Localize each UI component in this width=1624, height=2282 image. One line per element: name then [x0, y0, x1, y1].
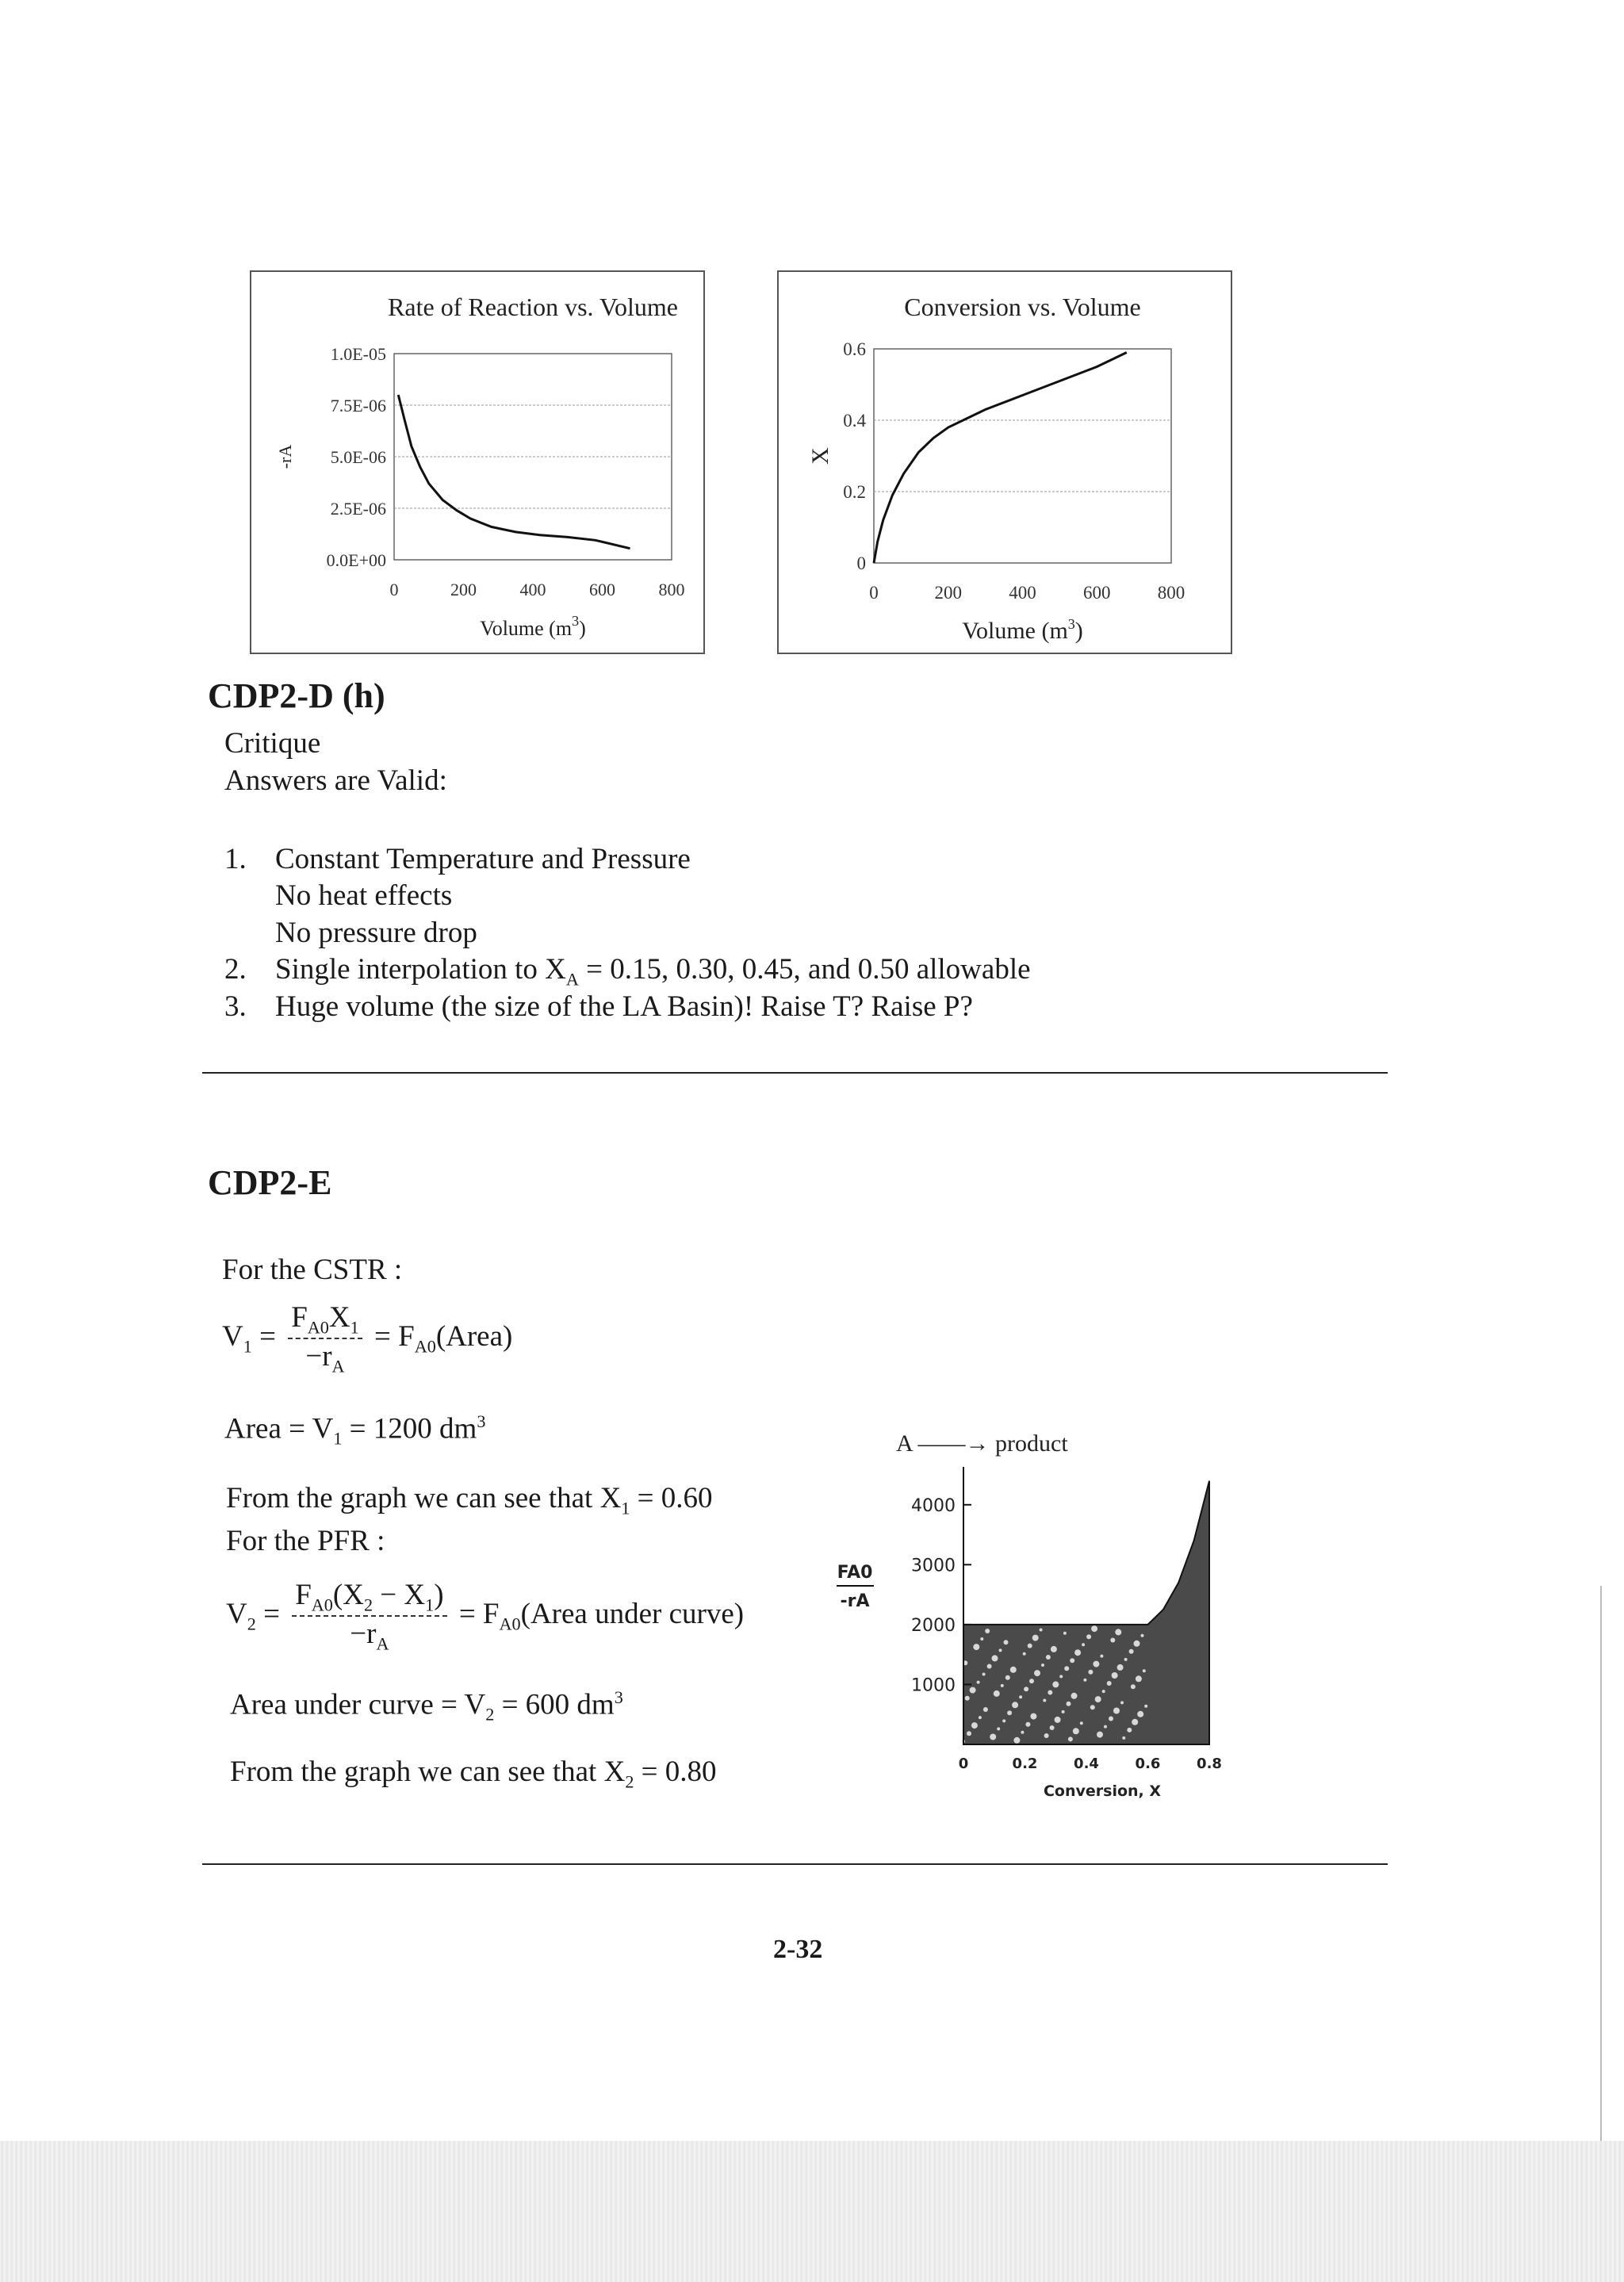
- area-speckle: [1127, 1728, 1132, 1733]
- area-speckle: [1082, 1643, 1085, 1646]
- x-tick-label: 0.8: [1197, 1756, 1222, 1772]
- y-tick-label: 0: [856, 553, 866, 573]
- area-speckle: [1005, 1675, 1010, 1680]
- x-tick-label: 600: [1083, 583, 1111, 603]
- y-tick-label: 0.4: [843, 411, 866, 431]
- graph-x1-line: From the graph we can see that $X_1 = 0.60$: [226, 1482, 713, 1518]
- area-speckle: [1064, 1666, 1069, 1671]
- area-speckle: [967, 1731, 971, 1736]
- area-speckle: [980, 1637, 983, 1641]
- area-speckle: [997, 1727, 1000, 1730]
- area-speckle: [1028, 1644, 1032, 1648]
- list-item-1-line-3: No pressure drop: [275, 917, 477, 949]
- x-tick-label: 200: [450, 580, 477, 599]
- v2-symbol: V: [226, 1597, 247, 1630]
- area-speckle: [1137, 1711, 1143, 1717]
- area-speckle: [1088, 1670, 1093, 1675]
- x-tick-label: 0: [869, 583, 879, 603]
- graph-x2-line: From the graph we can see that $X_2 = 0.80$: [230, 1756, 717, 1792]
- area-under-curve: [963, 1481, 1209, 1744]
- list-item-3-text: Huge volume (the size of the LA Basin)! Raise T? Raise P?: [275, 990, 973, 1023]
- divider-2: [202, 1863, 1388, 1865]
- x-axis-label: Conversion, X: [1043, 1782, 1162, 1800]
- y-tick-label: 1000: [911, 1675, 956, 1696]
- list-item-1-num: 1.: [224, 843, 247, 875]
- scan-edge-line: [1600, 1586, 1602, 2141]
- list-item-2-text: [275, 952, 1031, 990]
- cstr-volume-equation: $V_1$ = $\frac{F_{A0}X_1}{-r_A}$ = $F_{A0}(Area)$: [222, 1301, 513, 1376]
- cstr-denominator: $-r_A$: [305, 1340, 345, 1376]
- area-speckle: [1104, 1725, 1107, 1729]
- area-speckle: [1021, 1731, 1024, 1734]
- area-speckle: [1134, 1641, 1140, 1647]
- y-label-numerator: FA0: [837, 1563, 873, 1583]
- y-tick-label: 0.0E+00: [326, 550, 386, 570]
- x-tick-label: 400: [1009, 583, 1036, 603]
- v1-symbol: V: [222, 1319, 243, 1353]
- list-item-1-line-1: Constant Temperature and Pressure: [275, 843, 691, 875]
- levenspiel-plot: [817, 1427, 1229, 1808]
- y-tick-label: 4000: [911, 1495, 956, 1516]
- area-speckle: [1007, 1710, 1012, 1715]
- area-speckle: [1113, 1708, 1120, 1714]
- area-speckle: [1132, 1719, 1138, 1725]
- area-speckle: [992, 1655, 998, 1661]
- cstr-rhs: = F: [373, 1319, 415, 1353]
- area-speckle: [1023, 1652, 1026, 1656]
- area-speckle: [994, 1690, 1000, 1697]
- rate-vs-volume-chart: [250, 270, 705, 654]
- y-tick-label: 0.2: [843, 482, 866, 502]
- area-speckle: [1080, 1721, 1083, 1725]
- reaction-title: A ——→ product: [896, 1430, 1068, 1457]
- y-tick-label: 2000: [911, 1615, 956, 1636]
- area-speckle: [1002, 1719, 1005, 1722]
- x-axis-label: Volume $(m^3)$: [480, 613, 586, 640]
- area-speckle: [973, 1644, 979, 1650]
- area-speckle: [1100, 1655, 1103, 1658]
- area-speckle: [1024, 1687, 1028, 1691]
- area-speckle: [1093, 1661, 1099, 1667]
- pfr-denominator: $-r_A$: [350, 1618, 389, 1654]
- pfr-rhs: = F: [458, 1597, 500, 1630]
- area-speckle: [1086, 1634, 1091, 1639]
- area-speckle: [982, 1673, 986, 1676]
- area-speckle: [1050, 1725, 1055, 1730]
- area-speckle: [1109, 1717, 1113, 1721]
- area-speckle: [965, 1696, 970, 1701]
- series-line: [398, 395, 630, 549]
- x-tick-label: 800: [658, 580, 685, 599]
- answers-valid-label: Answers are Valid:: [224, 764, 447, 797]
- v1-sub: 1: [243, 1336, 252, 1357]
- section-title-cdp2-e: CDP2-E: [208, 1163, 332, 1202]
- area-speckle: [979, 1716, 982, 1719]
- area-speckle: [1048, 1690, 1052, 1695]
- area-speckle: [1059, 1675, 1063, 1678]
- area-under-curve-line: Area under curve = $V_2 = 600$ $dm^3$: [230, 1687, 623, 1725]
- area-speckle: [1107, 1681, 1112, 1686]
- x-tick-label: 0: [389, 580, 399, 599]
- y-tick-label: 0.6: [843, 339, 866, 359]
- area-speckle: [1052, 1681, 1059, 1687]
- area-speckle: [1120, 1701, 1124, 1704]
- list-item-2-sub: A: [565, 969, 579, 990]
- x-axis-label: Volume $(m^3)$: [962, 616, 1083, 644]
- y-tick-label: 2.5E-06: [330, 499, 386, 519]
- for-pfr-label: For the PFR :: [226, 1525, 385, 1557]
- area-speckle: [1136, 1675, 1142, 1682]
- area-speckle: [1044, 1733, 1049, 1738]
- area-speckle: [1095, 1696, 1101, 1702]
- x-tick-label: 0: [958, 1756, 969, 1772]
- y-tick-label: 3000: [911, 1556, 956, 1576]
- area-speckle: [1001, 1684, 1004, 1687]
- y-label-denominator: -rA: [840, 1591, 870, 1611]
- area-speckle: [1129, 1649, 1134, 1654]
- area-speckle: [1102, 1690, 1105, 1693]
- conversion-vs-volume-svg: [779, 272, 1231, 653]
- area-speckle: [1012, 1702, 1018, 1708]
- pfr-fraction: [292, 1578, 446, 1655]
- area-speckle: [1025, 1722, 1030, 1727]
- area-speckle: [987, 1664, 992, 1669]
- y-axis-label: X: [807, 447, 833, 465]
- critique-label: Critique: [224, 727, 321, 760]
- x-tick-label: 0.4: [1074, 1756, 1099, 1772]
- area-v1-line: Area = $V_1 = 1200$ $dm^3$: [224, 1411, 486, 1449]
- area-speckle: [1144, 1705, 1147, 1708]
- area-speckle: [983, 1707, 988, 1712]
- list-item-1-line-2: No heat effects: [275, 879, 453, 912]
- area-speckle: [1010, 1667, 1017, 1673]
- list-item-2-pre: Single interpolation to X: [275, 953, 566, 986]
- area-speckle: [1046, 1655, 1051, 1660]
- area-speckle: [1062, 1710, 1065, 1713]
- cstr-fraction: [288, 1300, 362, 1377]
- list-item-2-num: 2.: [224, 953, 247, 986]
- area-speckle: [1070, 1658, 1074, 1663]
- pfr-numerator: $F_{A0}(X_2 - X_1)$: [292, 1578, 446, 1617]
- x-tick-label: 0.2: [1012, 1756, 1038, 1772]
- x-tick-label: 0.6: [1135, 1756, 1161, 1772]
- divider-1: [202, 1072, 1388, 1074]
- area-speckle: [1090, 1705, 1095, 1710]
- area-speckle: [1043, 1699, 1046, 1702]
- area-speckle: [1074, 1649, 1081, 1656]
- pfr-volume-equation: $V_2$ = $\frac{F_{A0}(X_2 - X_1)}{-r_A}$ = $F_{A0}(Area$ under curve): [226, 1579, 745, 1654]
- area-speckle: [1071, 1693, 1078, 1699]
- area-speckle: [1091, 1625, 1097, 1632]
- area-speckle: [1073, 1728, 1079, 1734]
- rate-vs-volume-svg: [251, 272, 703, 653]
- area-speckle: [977, 1681, 980, 1684]
- area-speckle: [985, 1629, 990, 1633]
- area-speckle: [1004, 1640, 1009, 1644]
- area-speckle: [1041, 1664, 1044, 1667]
- area-speckle: [1019, 1695, 1022, 1698]
- area-speckle: [1055, 1717, 1061, 1723]
- y-tick-label: 7.5E-06: [330, 396, 386, 415]
- for-cstr-label: For the CSTR :: [222, 1254, 403, 1286]
- section-title-cdp2-dh: CDP2-D (h): [208, 676, 385, 715]
- conversion-vs-volume-chart: [777, 270, 1232, 654]
- y-tick-label: 1.0E-05: [330, 344, 386, 364]
- plot-area-border: [874, 349, 1171, 563]
- area-speckle: [999, 1648, 1002, 1652]
- x-tick-label: 800: [1157, 583, 1185, 603]
- chart-title: Rate of Reaction vs. Volume: [388, 293, 678, 321]
- area-speckle: [1131, 1684, 1136, 1689]
- area-speckle: [1068, 1736, 1073, 1741]
- area-speckle: [1097, 1732, 1103, 1738]
- area-speckle: [1115, 1629, 1121, 1635]
- y-axis-label: -rA: [275, 444, 295, 469]
- series-line: [874, 353, 1127, 564]
- chart-title: Conversion vs. Volume: [904, 293, 1141, 321]
- area-speckle: [1051, 1646, 1057, 1652]
- area-speckle: [1013, 1737, 1020, 1744]
- area-speckle: [1110, 1638, 1115, 1643]
- area-speckle: [1124, 1658, 1128, 1661]
- area-speckle: [1067, 1702, 1071, 1706]
- area-speckle: [1122, 1736, 1125, 1740]
- scan-texture: [0, 2141, 1624, 2282]
- area-speckle: [1117, 1664, 1124, 1671]
- x-tick-label: 400: [519, 580, 546, 599]
- cstr-numerator: $F_{A0}X_1$: [288, 1300, 362, 1339]
- x-tick-label: 600: [589, 580, 615, 599]
- area-speckle: [970, 1687, 976, 1694]
- area-speckle: [990, 1734, 996, 1740]
- area-speckle: [1063, 1632, 1067, 1635]
- page-number: 2-32: [773, 1935, 823, 1964]
- list-item-2-post: = 0.15, 0.30, 0.45, and 0.50 allowable: [578, 953, 1031, 986]
- x-tick-label: 200: [934, 583, 962, 603]
- area-speckle: [1141, 1634, 1144, 1637]
- area-speckle: [971, 1722, 978, 1729]
- area-speckle: [1040, 1629, 1043, 1632]
- area-speckle: [1029, 1679, 1034, 1683]
- list-item-3-num: 3.: [224, 990, 247, 1023]
- area-speckle: [1143, 1669, 1146, 1672]
- y-tick-label: 5.0E-06: [330, 447, 386, 467]
- area-speckle: [1083, 1679, 1086, 1682]
- area-speckle: [1032, 1635, 1039, 1641]
- area-speckle: [1034, 1670, 1040, 1676]
- area-speckle: [1112, 1672, 1118, 1679]
- area-speckle: [1030, 1713, 1036, 1720]
